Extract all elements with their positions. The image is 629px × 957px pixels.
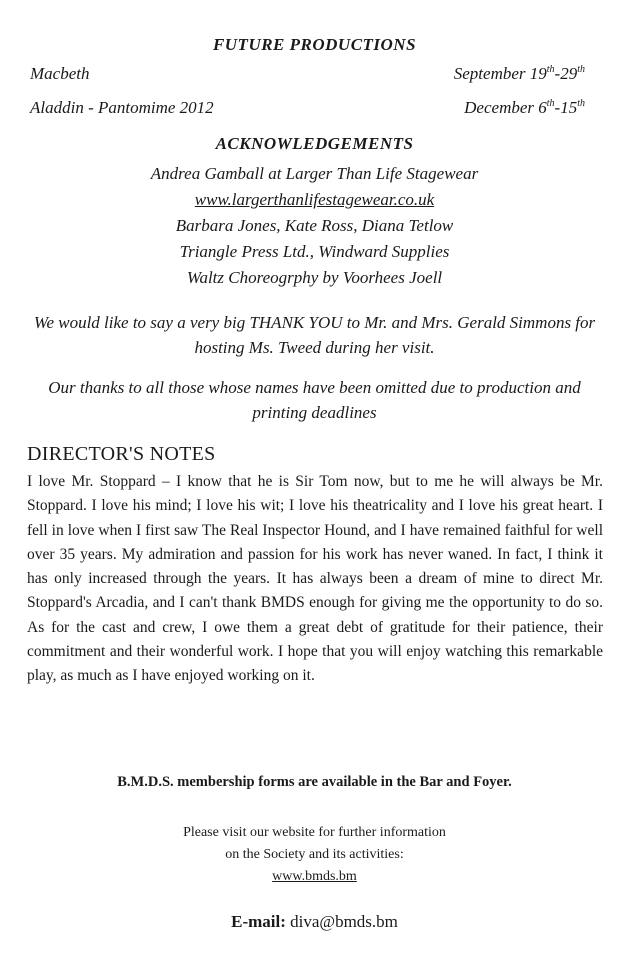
production-dates: September 19th-29th <box>453 64 585 83</box>
website-notice-line: on the Society and its activities: <box>225 847 404 862</box>
production-dates: December 6th-15th <box>464 98 585 117</box>
ack-line: Waltz Choreogrphy by Voorhees Joell <box>186 268 443 287</box>
production-title: Aladdin - Pantomime 2012 <box>30 98 214 117</box>
bmds-website-link[interactable]: www.bmds.bm <box>272 869 357 884</box>
acknowledgements-heading: ACKNOWLEDGEMENTS <box>215 134 414 153</box>
stagewear-website-link[interactable]: www.largerthanlifestagewear.co.uk <box>194 190 435 209</box>
future-productions-heading: FUTURE PRODUCTIONS <box>212 35 417 54</box>
website-notice-line: Please visit our website for further information <box>183 825 446 840</box>
acknowledgements-list <box>0 161 629 291</box>
directors-notes-heading: DIRECTOR'S NOTES <box>27 443 216 465</box>
omitted-names-note: Our thanks to all those whose names have been omitted due to production and printing deadlines <box>48 378 581 422</box>
directors-notes-body: I love Mr. Stoppard – I know that he is Sir Tom now, but to me he will always be Mr. Stoppard. I love his mind; I love his wit; I love his theatricality and I love his great heart. I fell in love when I first saw The Real Inspector Hound, and I have remained faithful for well over 35 years. My admiration and passion for his work has never waned. In fact, I think it has only increased through the years. It has always been a dream of mine to direct Mr. Stoppard's Arcadia, and I can't thank BMDS enough for giving me the opportunity to do so. As for the cast and crew, I owe them a great debt of gratitude for their patience, their commitment and their wonderful work. I hope that you will enjoy watching this remarkable play, as much as I have enjoyed working on it. <box>27 473 603 685</box>
website-notice <box>0 822 629 888</box>
email-address-link[interactable]: diva@bmds.bm <box>290 912 398 931</box>
ack-line: Barbara Jones, Kate Ross, Diana Tetlow <box>175 216 454 235</box>
thank-you-note: We would like to say a very big THANK YOU to Mr. and Mrs. Gerald Simmons for hosting Ms. Tweed during her visit. <box>33 313 596 357</box>
email-contact <box>0 912 629 932</box>
membership-notice: B.M.D.S. membership forms are available in the Bar and Foyer. <box>117 774 512 790</box>
email-label: E-mail: <box>231 912 286 931</box>
ack-line: Triangle Press Ltd., Windward Supplies <box>179 242 450 261</box>
ack-line: Andrea Gamball at Larger Than Life Stagewear <box>150 164 479 183</box>
production-title: Macbeth <box>30 64 90 83</box>
